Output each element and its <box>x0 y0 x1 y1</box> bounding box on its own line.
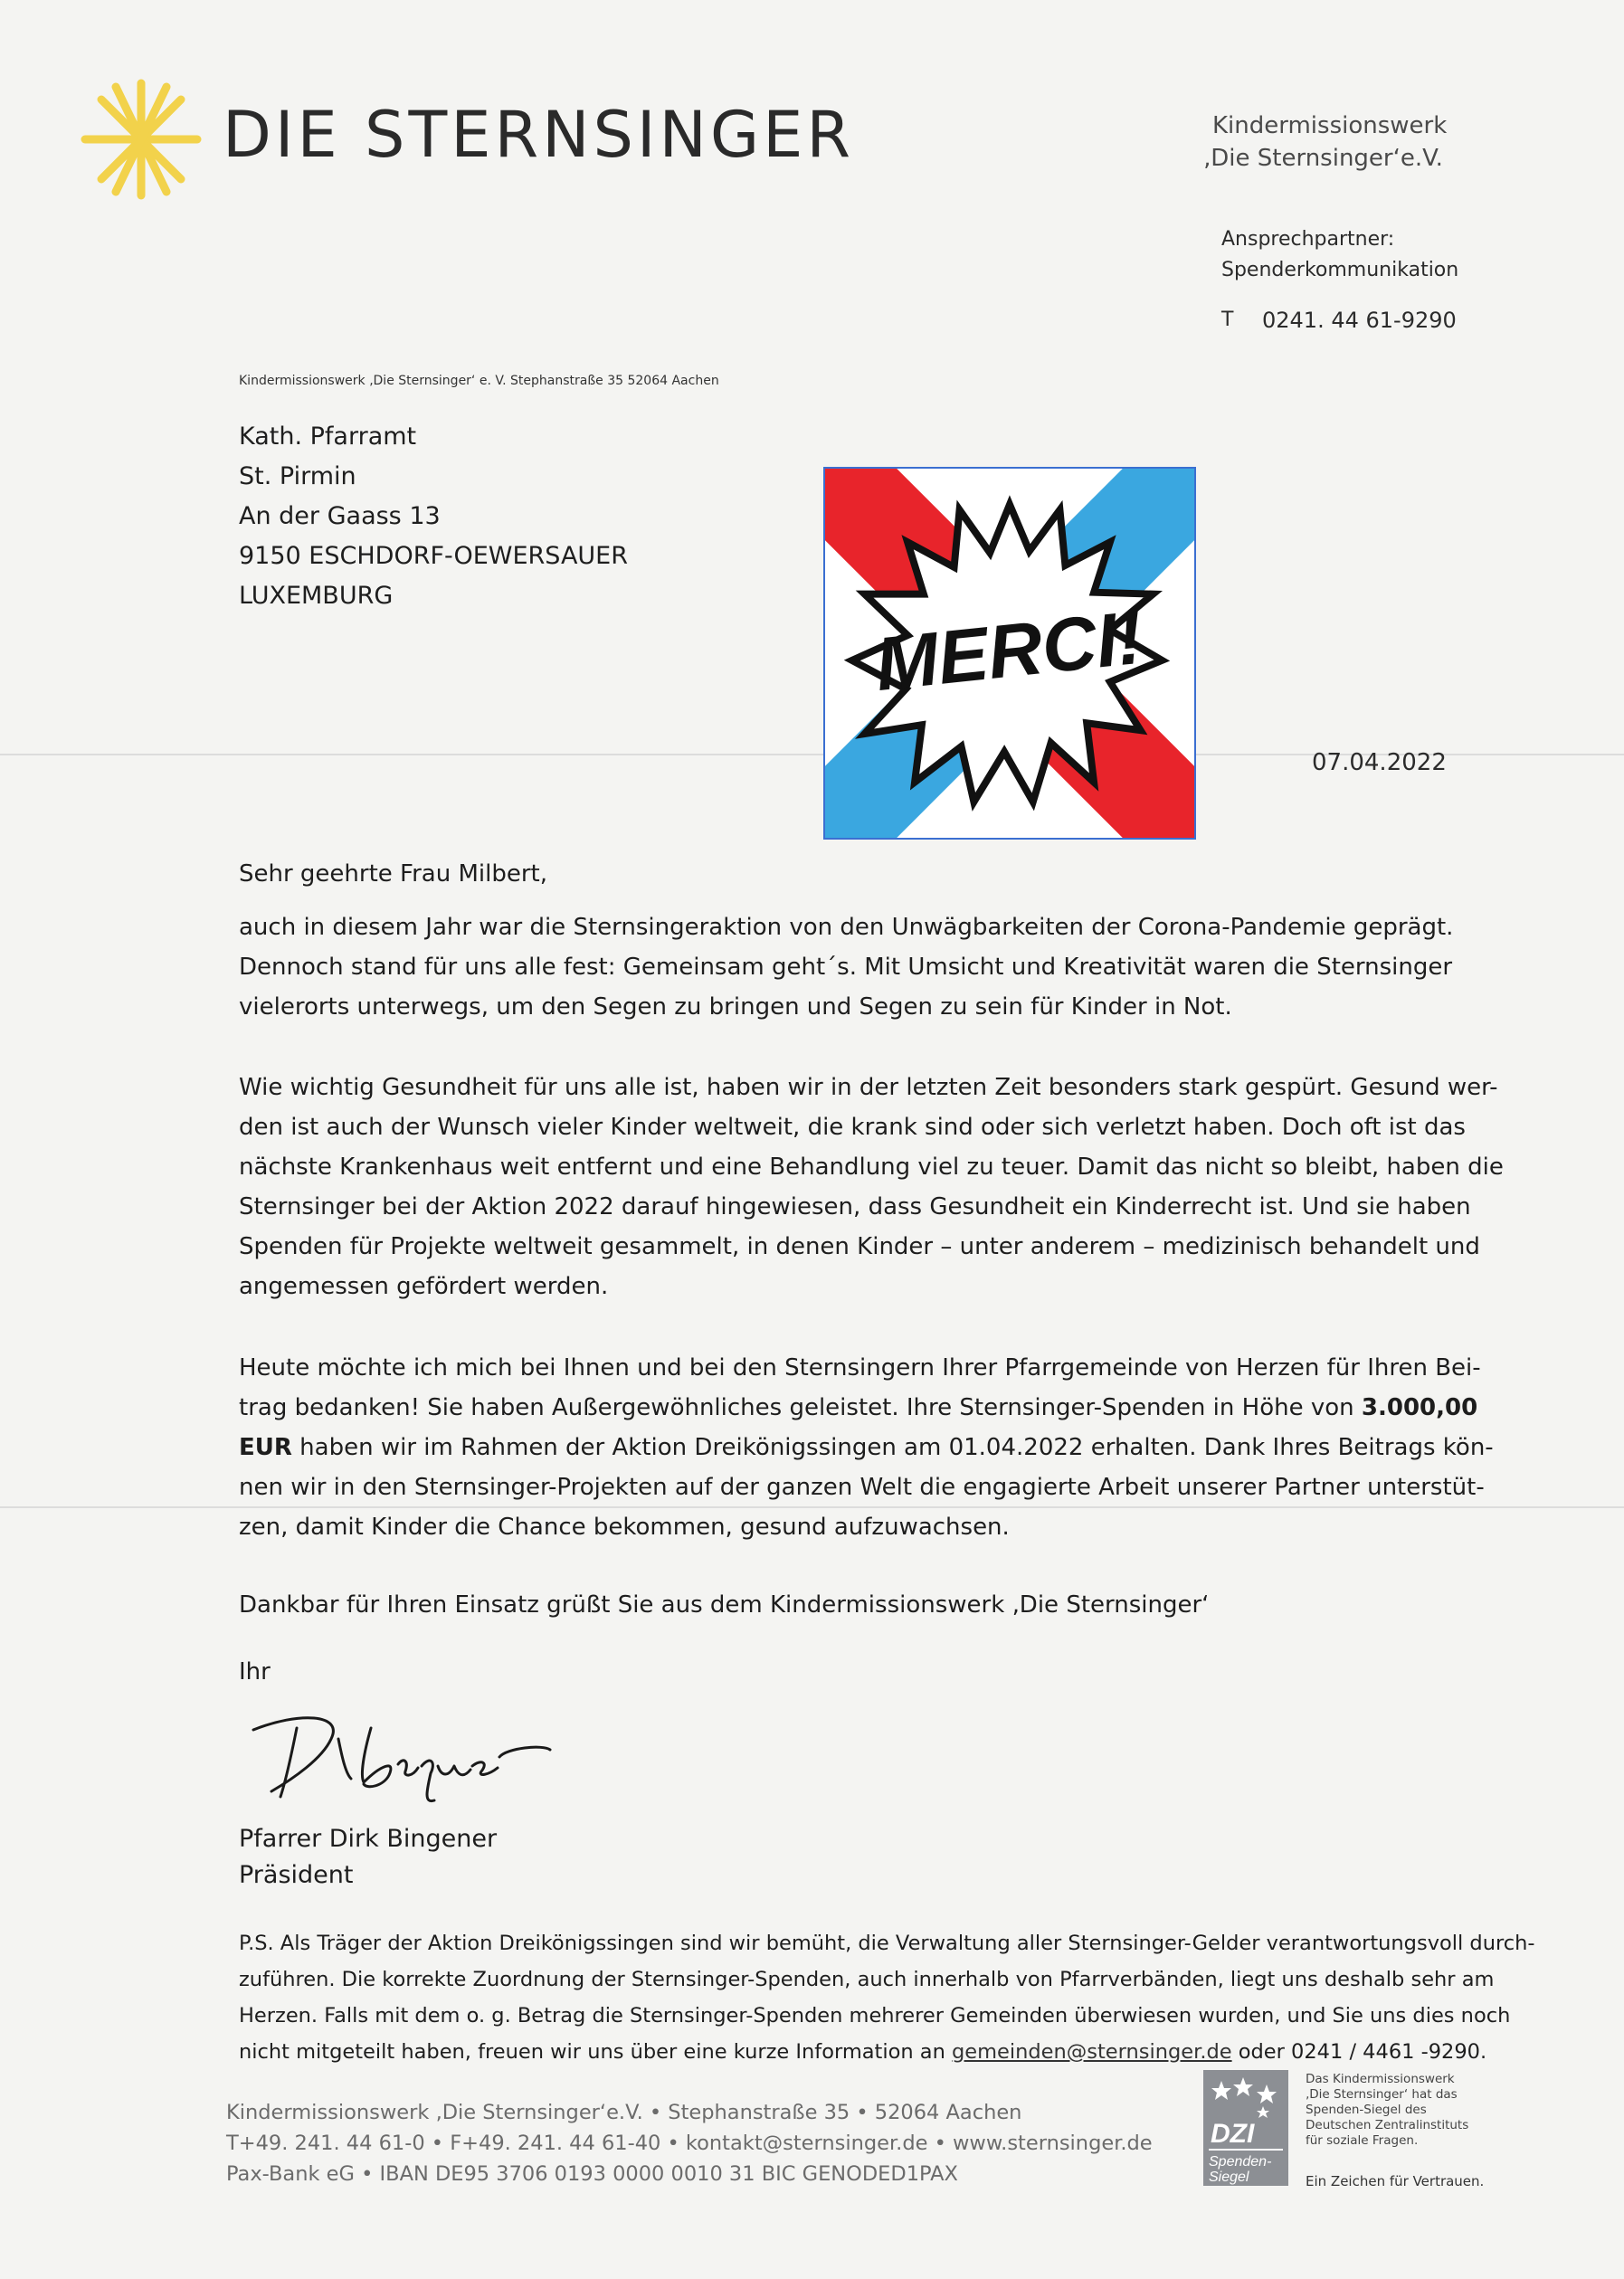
paragraph-text: trag bedanken! Sie haben Außergewöhnliches geleistet. Ihre Sternsinger-Spenden in Höhe von <box>239 1394 1362 1421</box>
dzi-line: für soziale Fragen. <box>1306 2133 1419 2148</box>
footer-line: T+49. 241. 44 61-0 • F+49. 241. 44 61-40 • kontakt@sternsinger.de • www.sternsinger.de <box>226 2132 1153 2155</box>
valediction <box>239 1652 1505 1692</box>
dzi-label-sub: Spenden- <box>1209 2154 1272 2170</box>
dzi-seal-icon <box>1203 2070 1288 2186</box>
paragraph-line <box>239 1388 1505 1428</box>
ps-line: P.S. Als Träger der Aktion Dreikönigssingen sind wir bemüht, die Verwaltung aller Sternsinger-Gelder verantwortungsvoll durch- <box>239 1932 1535 1955</box>
salutation <box>239 854 1505 894</box>
phone-prefix: T <box>1221 309 1234 331</box>
closing-text: Dankbar für Ihren Einsatz grüßt Sie aus dem Kindermissionswerk ‚Die Sternsinger‘ <box>239 1591 1210 1619</box>
ps-text: oder 0241 / 4461 -9290. <box>1231 2040 1487 2064</box>
donation-amount-currency: EUR <box>239 1434 292 1461</box>
paragraph-line: Sternsinger bei der Aktion 2022 darauf hingewiesen, dass Gesundheit ein Kinderrecht ist. Und sie haben <box>239 1193 1471 1220</box>
paragraph-line: auch in diesem Jahr war die Sternsingeraktion von den Unwägbarkeiten der Corona-Pandemie geprägt. <box>239 914 1454 941</box>
paragraph-line: vielerorts unterwegs, um den Segen zu bringen und Segen zu sein für Kinder in Not. <box>239 993 1232 1021</box>
dzi-line: ‚Die Sternsinger‘ hat das <box>1306 2087 1458 2102</box>
footer-line: Pax-Bank eG • IBAN DE95 3706 0193 0000 0010 31 BIC GENODED1PAX <box>226 2162 958 2186</box>
merci-text: MERCI! <box>871 594 1146 707</box>
signer-block <box>239 1821 497 1894</box>
contact-label: Ansprechpartner: <box>1221 228 1395 251</box>
signer-title: Präsident <box>239 1861 354 1889</box>
recipient-address <box>239 417 628 616</box>
letter-date: 07.04.2022 <box>1312 749 1447 776</box>
star-logo-icon <box>80 78 203 201</box>
ps-line: Herzen. Falls mit dem o. g. Betrag die Sternsinger-Spenden mehrerer Gemeinden überwiesen wurden, und Sie uns dies noch <box>239 2004 1511 2027</box>
donation-amount-number: 3.000,00 <box>1361 1394 1478 1421</box>
handwritten-signature <box>244 1703 552 1811</box>
dzi-description <box>1306 2072 1468 2149</box>
recipient-line: An der Gaass 13 <box>239 502 441 530</box>
recipient-line: St. Pirmin <box>239 462 356 490</box>
org-name-line1: Kindermissionswerk <box>1212 112 1448 139</box>
paragraph-3 <box>239 1348 1505 1547</box>
ps-line: zuführen. Die korrekte Zuordnung der Sternsinger-Spenden, auch innerhalb von Pfarrverbänden, liegt uns deshalb sehr am <box>239 1968 1495 1991</box>
merci-sticker-image <box>823 467 1196 840</box>
paragraph-line: zen, damit Kinder die Chance bekommen, gesund aufzuwachsen. <box>239 1514 1010 1541</box>
paragraph-text: haben wir im Rahmen der Aktion Dreikönigssingen am 01.04.2022 erhalten. Dank Ihres Beitrags kön- <box>291 1434 1494 1461</box>
paragraph-line: Spenden für Projekte weltweit gesammelt, in denen Kinder – unter anderem – medizinisch behandelt und <box>239 1233 1480 1260</box>
dzi-label: DZI <box>1211 2119 1255 2149</box>
paragraph-line: den ist auch der Wunsch vieler Kinder weltweit, die krank sind oder sich verletzt haben. Doch oft ist das <box>239 1114 1466 1141</box>
salutation-text: Sehr geehrte Frau Milbert, <box>239 860 548 888</box>
dzi-line: Deutschen Zentralinstituts <box>1306 2118 1469 2132</box>
paragraph-line: nächste Krankenhaus weit entfernt und eine Behandlung viel zu teuer. Damit das nicht so bleibt, haben die <box>239 1154 1504 1181</box>
paragraph-2 <box>239 1068 1505 1306</box>
postscript <box>239 1925 1534 2070</box>
contact-phone: 0241. 44 61-9290 <box>1262 308 1457 333</box>
paragraph-line: angemessen gefördert werden. <box>239 1273 609 1300</box>
paragraph-1 <box>239 907 1505 1027</box>
email-link[interactable]: gemeinden@sternsinger.de <box>951 2040 1232 2064</box>
closing-line <box>239 1585 1505 1625</box>
footer-line: Kindermissionswerk ‚Die Sternsinger‘e.V. • Stephanstraße 35 • 52064 Aachen <box>226 2101 1022 2124</box>
footer-address <box>226 2097 1153 2189</box>
dzi-label-sub: Siegel <box>1209 2170 1249 2185</box>
paragraph-line: Heute möchte ich mich bei Ihnen und bei den Sternsingern Ihrer Pfarrgemeinde von Herzen für Ihren Bei- <box>239 1354 1481 1382</box>
signer-name: Pfarrer Dirk Bingener <box>239 1825 498 1853</box>
contact-name: Spenderkommunikation <box>1221 259 1459 281</box>
paragraph-line: nen wir in den Sternsinger-Projekten auf der ganzen Welt die engagierte Arbeit unserer Partner unterstüt- <box>239 1474 1485 1501</box>
ps-line <box>239 2034 1534 2070</box>
paragraph-line: Dennoch stand für uns alle fest: Gemeinsam geht´s. Mit Umsicht und Kreativität waren die Sternsinger <box>239 954 1453 981</box>
recipient-line: Kath. Pfarramt <box>239 423 417 451</box>
recipient-line: 9150 ESCHDORF-OEWERSAUER <box>239 542 628 570</box>
org-name-line2: ‚Die Sternsinger‘e.V. <box>1203 145 1443 172</box>
dzi-line: Spenden-Siegel des <box>1306 2103 1427 2117</box>
recipient-line: LUXEMBURG <box>239 582 394 610</box>
dzi-line: Das Kindermissionswerk <box>1306 2072 1455 2086</box>
ps-text: nicht mitgeteilt haben, freuen wir uns über eine kurze Information an <box>239 2040 952 2064</box>
valediction-text: Ihr <box>239 1658 271 1686</box>
brand-wordmark: DIE STERNSINGER <box>223 98 854 172</box>
paragraph-line: Wie wichtig Gesundheit für uns alle ist, haben wir in der letzten Zeit besonders stark gespürt. Gesund wer- <box>239 1074 1498 1101</box>
dzi-tagline: Ein Zeichen für Vertrauen. <box>1306 2173 1485 2189</box>
sender-return-address: Kindermissionswerk ‚Die Sternsinger‘ e. V. Stephanstraße 35 52064 Aachen <box>239 374 719 388</box>
paragraph-line <box>239 1428 1505 1467</box>
